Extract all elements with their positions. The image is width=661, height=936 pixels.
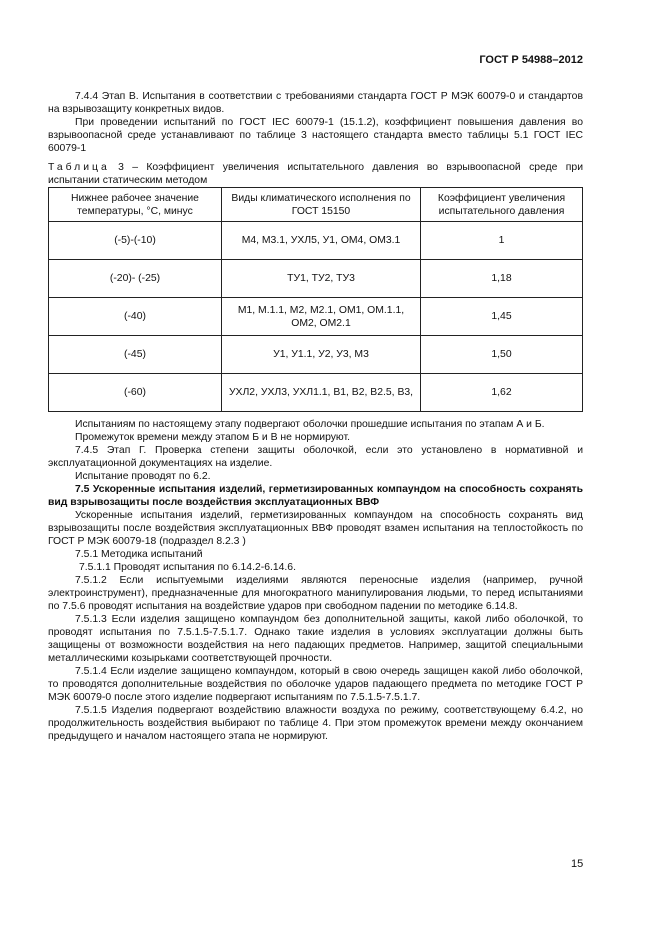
table-cell: ТУ1, ТУ2, ТУ3 xyxy=(222,260,421,298)
table-cell: 1,62 xyxy=(421,374,583,412)
page-number: 15 xyxy=(571,858,584,870)
page-body xyxy=(48,90,583,743)
column-header-coefficient: Коэффициент увеличения испытательного давления xyxy=(421,188,583,222)
table-row xyxy=(49,222,583,260)
table-cell: (-40) xyxy=(49,298,222,336)
table-cell: 1,45 xyxy=(421,298,583,336)
paragraph-7512: 7.5.1.2 Если испытуемыми изделиями являются переносные изделия (например, ручной электроинструмент), предназначенные для многократного манипулирования людьми, то перед испытаниями по 7.5.6 проводят испытания на воздействие ударов при свободном падении по методике 6.14.8. xyxy=(48,575,583,612)
table-caption-label: Таблица xyxy=(48,162,110,173)
paragraph-744: 7.4.4 Этап В. Испытания в соответствии с требованиями стандарта ГОСТ Р МЭК 60079-0 и стандартов на взрывозащиту конкретных видов. xyxy=(48,91,583,115)
table-row xyxy=(49,374,583,412)
table-cell: М4, М3.1, УХЛ5, У1, ОМ4, ОМ3.1 xyxy=(222,222,421,260)
paragraph-stage-note: Испытаниям по настоящему этапу подвергают оболочки прошедшие испытания по этапам А и Б. xyxy=(75,419,545,430)
table-caption xyxy=(48,161,583,187)
table-cell: (-20)- (-25) xyxy=(49,260,222,298)
paragraph-7514: 7.5.1.4 Если изделие защищено компаундом, который в свою очередь защищен какой либо оболочкой, то проводятся дополнительные воздействия по оболочке ударов падающего предмета по методике ГОСТ Р МЭК 60079-0 после этого изделие подвергают испытаниям по 7.5.1.5-7.5.1.7. xyxy=(48,666,583,703)
column-header-temperature: Нижнее рабочее значение температуры, °С, минус xyxy=(49,188,222,222)
table-cell: (-45) xyxy=(49,336,222,374)
paragraph-7513: 7.5.1.3 Если изделия защищено компаундом без дополнительной защиты, какой либо оболочкой, то проводят испытания по 7.5.1.5-7.5.1.7. Однако такие изделия в условиях эксплуатации должны быть защищены от возможности воздействия на него падающих предметов. Например, защитой специальными металлическими козырьками соответствующей прочности. xyxy=(48,614,583,664)
paragraph-751: 7.5.1 Методика испытаний xyxy=(75,549,203,560)
table-cell: 1 xyxy=(421,222,583,260)
table-caption-text: 3 – Коэффициент увеличения испытательного давления во взрывоопасной среде при испытании статическим методом xyxy=(48,162,583,186)
table-header-row xyxy=(49,188,583,222)
table-cell: 1,50 xyxy=(421,336,583,374)
table-cell: (-5)-(-10) xyxy=(49,222,222,260)
paragraph-interval-note: Промежуток времени между этапом Б и В не нормируют. xyxy=(75,432,350,443)
pressure-coefficient-table xyxy=(48,187,583,412)
paragraph-745: 7.4.5 Этап Г. Проверка степени защиты оболочкой, если это установлено в нормативной и эксплуатационной документациях на изделие. xyxy=(48,445,583,469)
column-header-climate: Виды климатического исполнения по ГОСТ 15150 xyxy=(222,188,421,222)
table-row xyxy=(49,336,583,374)
paragraph-test-ref: Испытание проводят по 6.2. xyxy=(75,471,211,482)
section-75-heading: 7.5 Ускоренные испытания изделий, герметизированных компаундом на способность сохранять вид взрывозащиты после воздействия эксплуатационных ВВФ xyxy=(48,484,583,508)
table-cell: 1,18 xyxy=(421,260,583,298)
paragraph-7511: 7.5.1.1 Проводят испытания по 6.14.2-6.14.6. xyxy=(79,562,296,573)
paragraph-iec: При проведении испытаний по ГОСТ IEC 60079-1 (15.1.2), коэффициент повышения давления во взрывоопасной среде устанавливают по таблице 3 настоящего стандарта вместо таблицы 5.1 ГОСТ IEC 60079-1 xyxy=(48,117,583,154)
table-cell: УХЛ2, УХЛ3, УХЛ1.1, В1, В2, В2.5, В3, xyxy=(222,374,421,412)
document-header: ГОСТ Р 54988–2012 xyxy=(479,54,583,66)
paragraph-7515: 7.5.1.5 Изделия подвергают воздействию влажности воздуха по режиму, соответствующему 6.4.2, но продолжительность воздействия выбирают по таблице 4. При этом промежуток времени между окончанием предыдущего и началом настоящего этапа не нормируют. xyxy=(48,705,583,742)
table-row xyxy=(49,298,583,336)
table-cell: (-60) xyxy=(49,374,222,412)
paragraph-75-intro: Ускоренные испытания изделий, герметизированных компаундом на способность сохранять вид взрывозащиты после воздействия эксплуатационных ВВФ проводят взамен испытания на теплостойкость по ГОСТ Р МЭК 60079-18 (подраздел 8.2.3 ) xyxy=(48,510,583,547)
table-cell: М1, М.1.1, М2, М2.1, ОМ1, ОМ.1.1, ОМ2, ОМ2.1 xyxy=(222,298,421,336)
table-row xyxy=(49,260,583,298)
table-cell: У1, У1.1, У2, У3, М3 xyxy=(222,336,421,374)
